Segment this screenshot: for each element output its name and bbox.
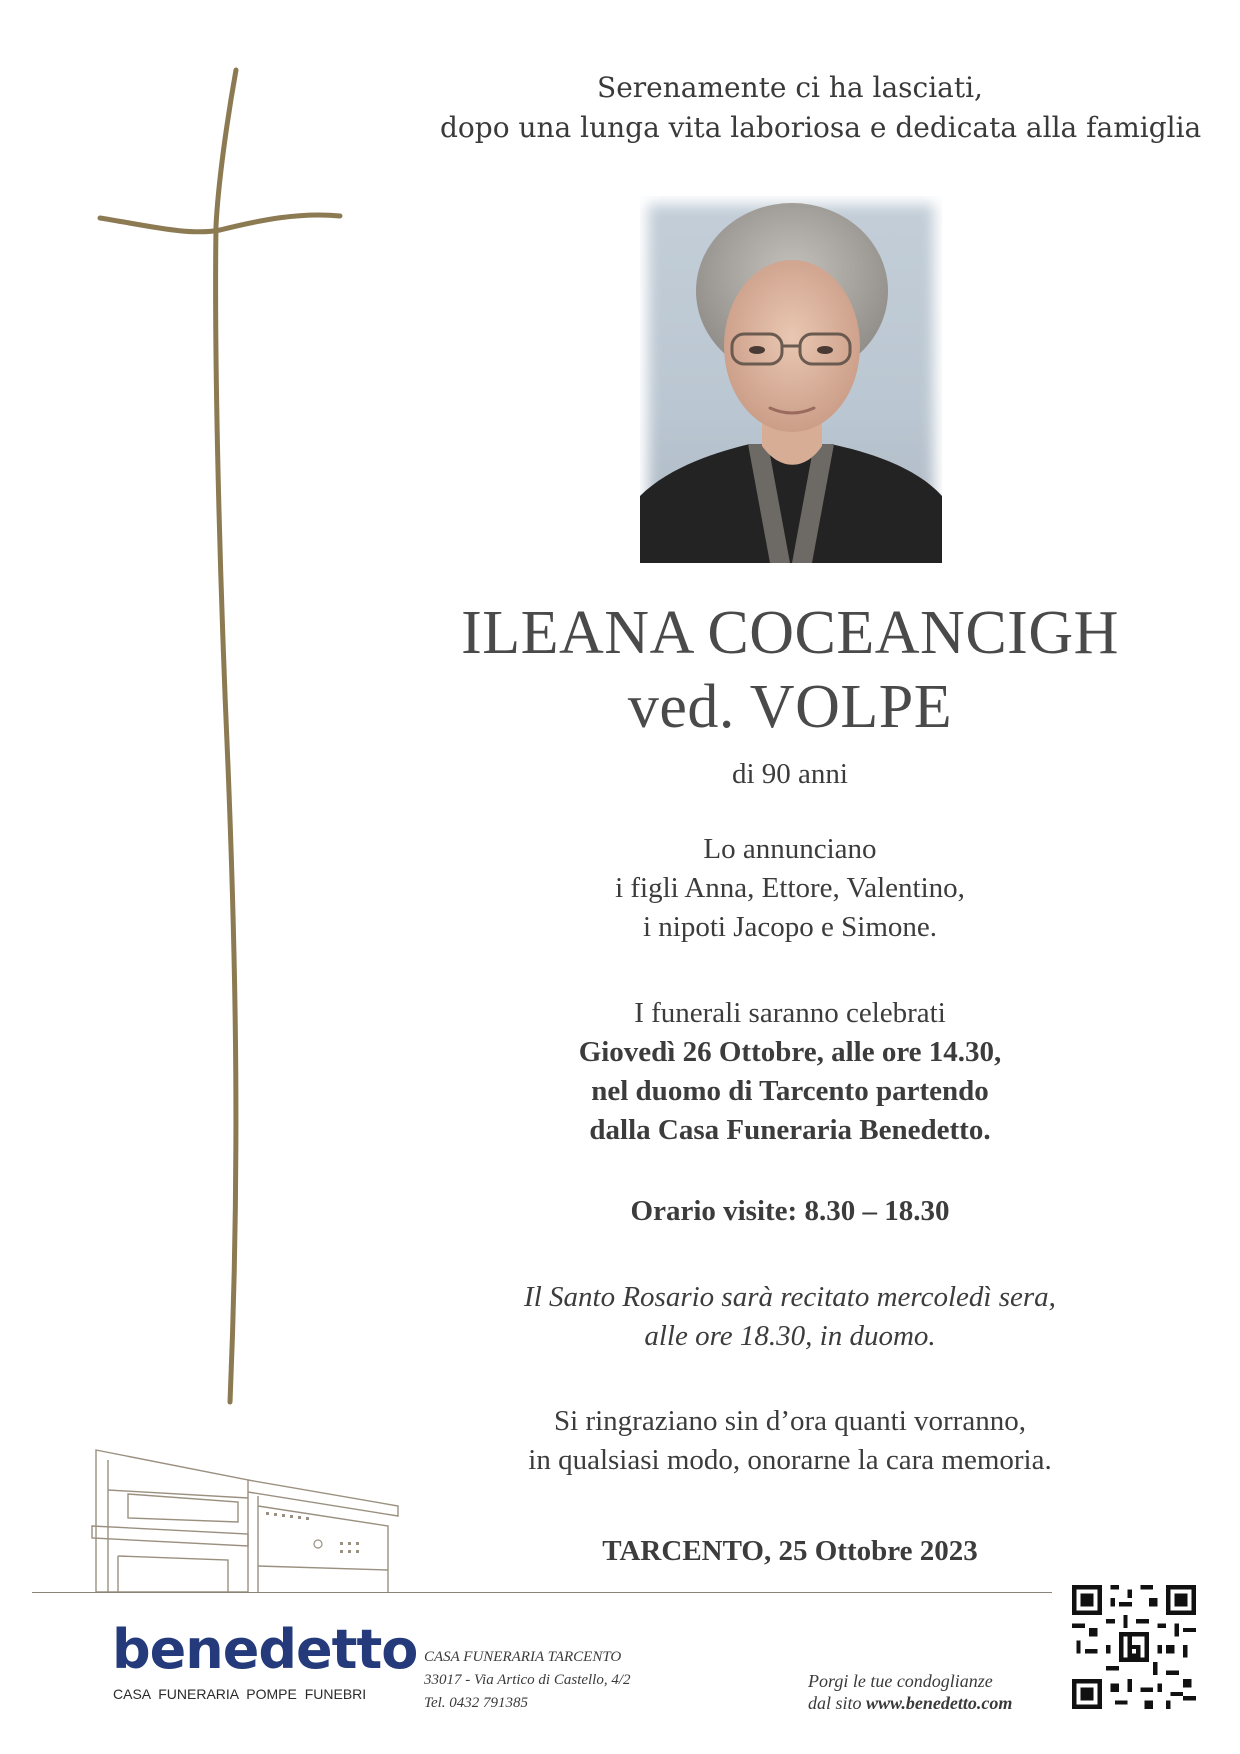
thanks-line-1: Si ringraziano sin d’ora quanti vorranno, (554, 1405, 1026, 1437)
address-line-3: Tel. 0432 791385 (424, 1695, 529, 1711)
portrait-illustration (640, 196, 942, 563)
website-link[interactable]: www.benedetto.com (866, 1693, 1013, 1713)
visiting-hours: Orario visite: 8.30 – 18.30 (630, 1195, 950, 1227)
cross-icon (90, 66, 350, 1406)
logo-subtitle: CASA FUNERARIA POMPE FUNEBRI (113, 1686, 367, 1702)
intro-line-1: Serenamente ci ha lasciati, (597, 71, 983, 104)
name-line-1: ILEANA COCEANCIGH (461, 599, 1119, 667)
funeral-line-2: Giovedì 26 Ottobre, alle ore 14.30, (578, 1036, 1002, 1068)
condolences-line-1: Porgi le tue condoglianze (808, 1671, 993, 1691)
portrait-photo (640, 196, 942, 563)
intro-line-2: dopo una lunga vita laboriosa e dedicata alla famiglia (440, 111, 1202, 144)
intro-text (440, 68, 1202, 148)
building-illustration (88, 1446, 408, 1596)
address-line-1: CASA FUNERARIA TARCENTO (424, 1649, 622, 1665)
announcement (440, 830, 1140, 947)
announcement-line-2: i figli Anna, Ettore, Valentino, (615, 872, 965, 904)
name-line-2: ved. VOLPE (627, 673, 953, 741)
funeral-info (440, 994, 1140, 1150)
footer-divider (32, 1592, 1052, 1593)
address-line-2: 33017 - Via Artico di Castello, 4/2 (424, 1672, 631, 1688)
condolences-prefix: dal sito (808, 1693, 862, 1713)
funeral-home-address (424, 1646, 631, 1715)
rosary-line-1: Il Santo Rosario sarà recitato mercoledì sera, (524, 1281, 1056, 1313)
funeral-line-4: dalla Casa Funeraria Benedetto. (589, 1114, 991, 1146)
benedetto-logo: benedetto (112, 1618, 418, 1681)
announcement-line-1: Lo annunciano (703, 833, 877, 865)
condolences-text (808, 1670, 1012, 1714)
rosary-line-2: alle ore 18.30, in duomo. (644, 1320, 936, 1352)
dateline: TARCENTO, 25 Ottobre 2023 (602, 1535, 978, 1567)
funeral-line-3: nel duomo di Tarcento partendo (591, 1075, 989, 1107)
funeral-line-1: I funerali saranno celebrati (634, 997, 946, 1029)
age-text: di 90 anni (732, 758, 848, 790)
rosary-info (440, 1278, 1140, 1356)
thanks-text (440, 1402, 1140, 1480)
condolences-line-2 (808, 1692, 1012, 1714)
qr-code-icon[interactable] (1072, 1585, 1196, 1709)
announcement-line-3: i nipoti Jacopo e Simone. (643, 911, 937, 943)
deceased-name (440, 596, 1140, 744)
thanks-line-2: in qualsiasi modo, onorarne la cara memoria. (528, 1444, 1052, 1476)
